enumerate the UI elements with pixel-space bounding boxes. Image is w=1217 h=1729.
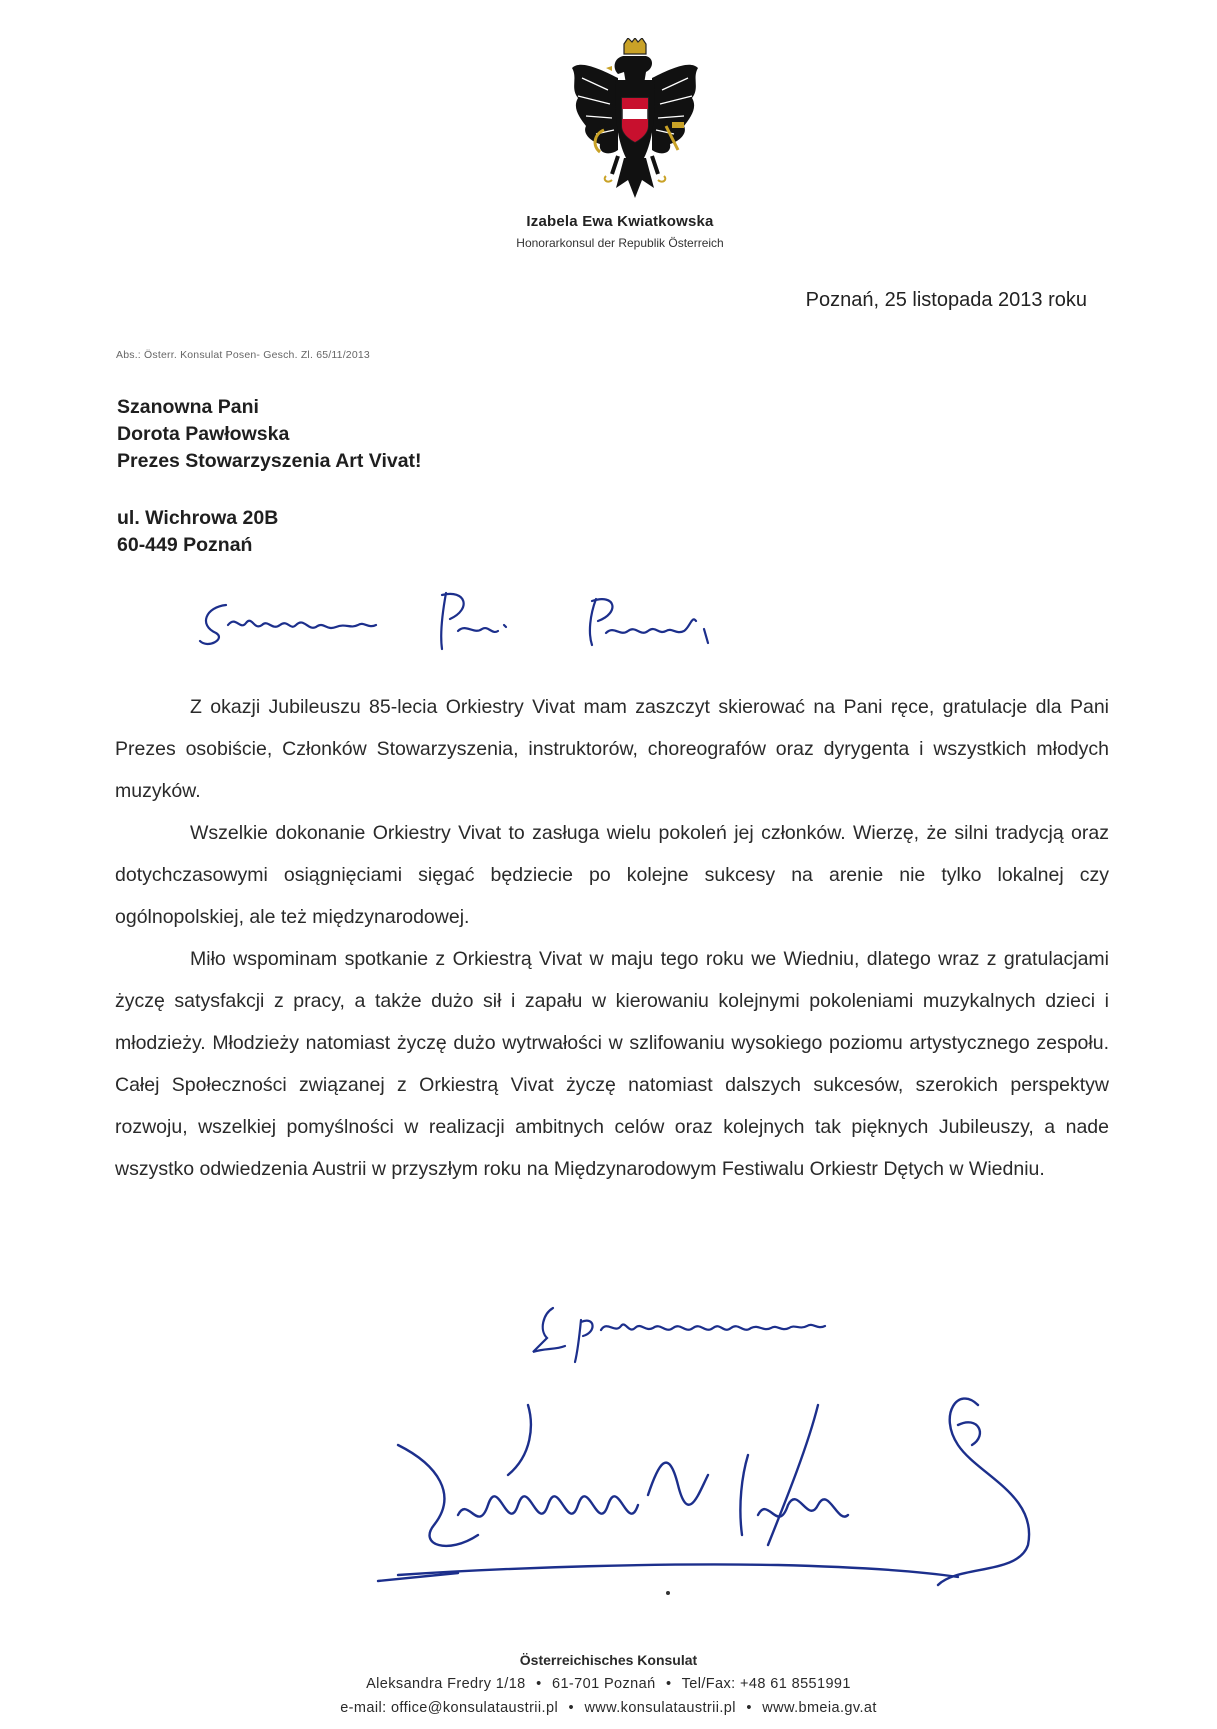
sender-title: Honorarkonsul der Republik Österreich <box>516 236 724 250</box>
footer-separator: • <box>746 1700 752 1716</box>
reference-number: Abs.: Österr. Konsulat Posen- Gesch. Zl. 65/11/2013 <box>116 349 370 361</box>
footer-separator: • <box>536 1676 542 1692</box>
footer-email[interactable]: e-mail: office@konsulataustrii.pl <box>340 1700 559 1716</box>
signature-image <box>338 1345 1098 1595</box>
letter-date: Poznań, 25 listopada 2013 roku <box>805 289 1087 311</box>
footer-organization: Österreichisches Konsulat <box>519 1652 698 1668</box>
body-paragraph: Miło wspominam spotkanie z Orkiestrą Vivat w maju tego roku we Wiedniu, dlatego wraz z gratulacjami życzę satysfakcji z pracy, a także dużo sił i zapału w kierowaniu kolejnymi pokoleniami muzykalnych dzieci i młodzieży. Młodzieży natomiast życzę dużo wytrwałości w szlifowaniu wysokiego poziomu artystycznego zespołu. Całej Społeczności związanej z Orkiestrą Vivat życzę natomiast dalszych sukcesów, szerokich perspektyw rozwoju, wszelkiej pomyślności w realizacji ambitnych celów oraz kolejnych tak pięknych Jubileuszy, a nade wszystko odwiedzenia Austrii w przyszłym roku na Międzynarodowym Festiwalu Orkiestr Dętych w Wiedniu. <box>115 948 1109 1180</box>
recipient-line: Prezes Stowarzyszenia Art Vivat! <box>117 450 422 472</box>
footer-separator: • <box>665 1676 672 1692</box>
footer-address-line <box>0 1676 1217 1692</box>
footer-website-link[interactable]: www.konsulataustrii.pl <box>584 1700 736 1716</box>
address-city: 60-449 Poznań <box>117 534 253 556</box>
recipient-block <box>117 394 422 475</box>
handwritten-salutation <box>196 585 726 665</box>
recipient-address <box>117 505 278 559</box>
decorative-dot <box>666 1591 670 1595</box>
footer-website-link[interactable]: www.bmeia.gv.at <box>762 1700 877 1716</box>
letter-body <box>115 686 1109 1190</box>
body-paragraph: Wszelkie dokonanie Orkiestry Vivat to zasługa wielu pokoleń jej członków. Wierzę, że silni tradycją oraz dotychczasowymi osiągnięciami sięgać będziecie po kolejne sukcesy na arenie nie tylko lokalnej czy ogólnopolskiej, ale też międzynarodowej. <box>115 822 1109 928</box>
body-paragraph: Z okazji Jubileuszu 85-lecia Orkiestry Vivat mam zaszczyt skierować na Pani ręce, gratulacje dla Pani Prezes osobiście, Członków Stowarzyszenia, instruktorów, choreografów oraz dyrygenta i wszystkich młodych muzyków. <box>115 696 1109 802</box>
address-street: ul. Wichrowa 20B <box>117 507 279 529</box>
footer-separator: • <box>568 1700 574 1716</box>
sender-name: Izabela Ewa Kwiatkowska <box>526 213 714 230</box>
recipient-line: Dorota Pawłowska <box>117 423 290 445</box>
footer-contact-line <box>0 1700 1217 1716</box>
footer-city: 61-701 Poznań <box>551 1676 656 1692</box>
austrian-eagle-crest-icon <box>568 38 702 206</box>
footer-phone: Tel/Fax: +48 61 8551991 <box>681 1676 851 1692</box>
footer-street: Aleksandra Fredry 1/18 <box>366 1676 526 1692</box>
recipient-line: Szanowna Pani <box>117 396 259 418</box>
